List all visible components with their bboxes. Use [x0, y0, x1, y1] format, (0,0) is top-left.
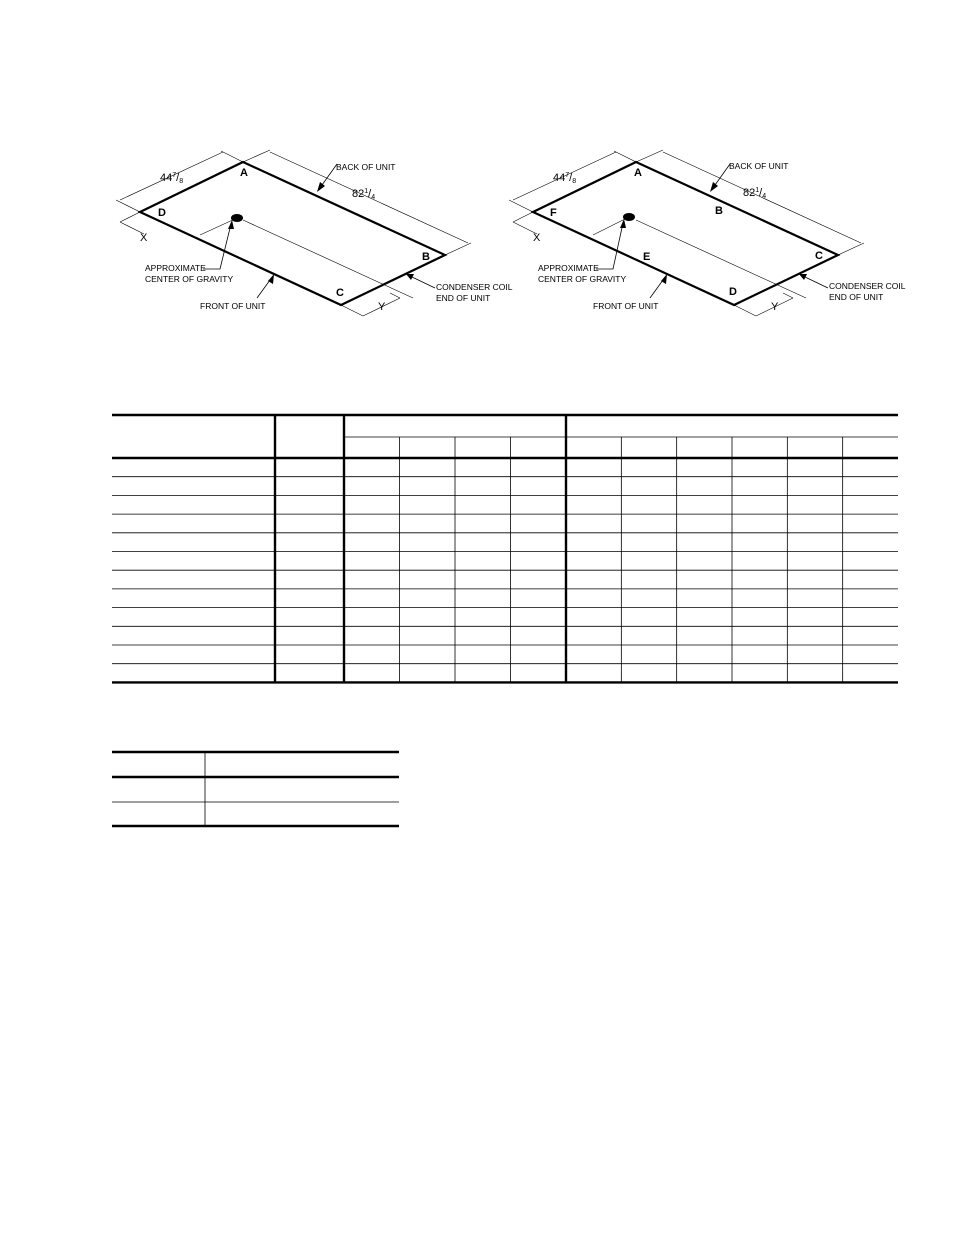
corner-d-label: D [158, 207, 166, 219]
corner-d-label: D [729, 286, 737, 298]
width-dimension: $44^7/8$ [553, 172, 577, 185]
x-dimension-label: X [533, 232, 541, 244]
center-of-gravity-label-line2: CENTER OF GRAVITY [538, 274, 627, 284]
length-dimension: $82^1/4$ [352, 188, 376, 201]
x-dimension-label: X [140, 232, 148, 244]
corner-f-label: F [550, 207, 557, 219]
back-of-unit-label: BACK OF UNIT [729, 161, 789, 171]
center-of-gravity-label: APPROXIMATE [538, 263, 599, 273]
y-dimension-label: Y [378, 301, 386, 313]
table-grid [112, 413, 898, 685]
corner-b-label: B [422, 251, 430, 263]
condenser-coil-label: CONDENSER COIL [829, 281, 906, 291]
unit-diagram-4-point [110, 140, 520, 330]
corner-b-label: B [715, 205, 723, 217]
y-dimension-label: Y [771, 301, 779, 313]
length-dimension: $82^1/4$ [743, 187, 767, 200]
unit-diagram-6-point [503, 140, 913, 330]
unit-outline-drawing [503, 140, 913, 330]
condenser-coil-label: CONDENSER COIL [436, 282, 513, 292]
front-of-unit-label: FRONT OF UNIT [593, 301, 659, 311]
table-grid [112, 749, 399, 829]
condenser-coil-label-line2: END OF UNIT [829, 292, 884, 302]
corner-weights-table [112, 413, 898, 685]
center-of-gravity-label-line2: CENTER OF GRAVITY [145, 274, 234, 284]
center-of-gravity-table [112, 749, 399, 829]
corner-c-label: C [815, 250, 823, 262]
front-of-unit-label: FRONT OF UNIT [200, 301, 266, 311]
width-dimension: $44^7/8$ [160, 172, 184, 185]
corner-e-label: E [643, 251, 651, 263]
back-of-unit-label: BACK OF UNIT [336, 162, 396, 172]
condenser-coil-label-line2: END OF UNIT [436, 293, 491, 303]
unit-outline-drawing [110, 140, 520, 330]
corner-c-label: C [336, 287, 344, 299]
center-of-gravity-label: APPROXIMATE [145, 263, 206, 273]
corner-a-label: A [634, 167, 642, 179]
corner-a-label: A [240, 167, 248, 179]
